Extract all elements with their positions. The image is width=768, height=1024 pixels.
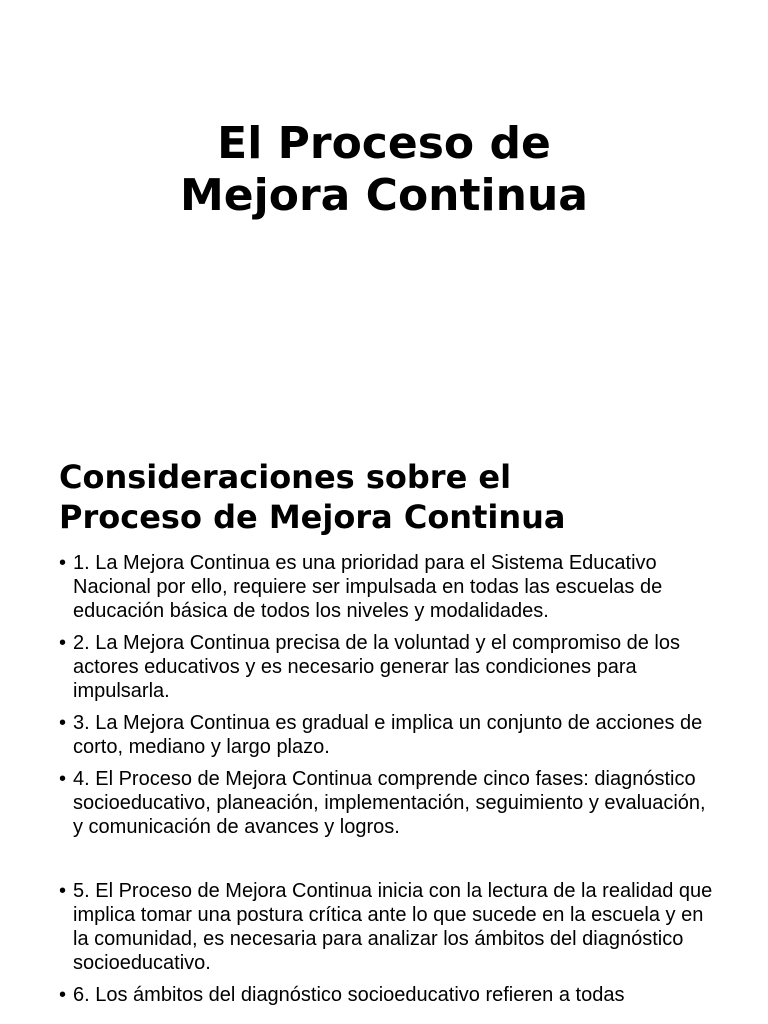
slide-title-line-1: El Proceso de [217,118,551,169]
bullet-icon: • [59,880,67,902]
slide-title [0,118,768,222]
list-item [59,631,719,703]
list-item [59,983,719,1007]
list-item-text: 2. La Mejora Continua precisa de la voluntad y el compromiso de los actores educativos y es necesario generar las condiciones para impulsarla. [73,632,680,702]
bullet-icon: • [59,632,67,654]
list-item-text: 4. El Proceso de Mejora Continua comprende cinco fases: diagnóstico socioeducativo, planeación, implementación, seguimiento y evaluación, y comunicación de avances y logros. [73,768,706,838]
list-item-text: 3. La Mejora Continua es gradual e implica un conjunto de acciones de corto, mediano y largo plazo. [73,712,703,758]
bullet-icon: • [59,552,67,574]
list-item-text: 1. La Mejora Continua es una prioridad para el Sistema Educativo Nacional por ello, requiere ser impulsada en todas las escuelas de educación básica de todos los niveles y modalidades. [73,552,663,622]
slide-title-line-2: Mejora Continua [180,170,588,221]
bullet-icon: • [59,712,67,734]
list-item [59,767,719,839]
list-item [59,711,719,759]
considerations-list [59,551,719,1015]
bullet-icon: • [59,984,67,1006]
bullet-icon: • [59,768,67,790]
section-heading [59,457,739,537]
section-heading-line-2: Proceso de Mejora Continua [59,498,566,536]
list-item [59,551,719,623]
section-heading-line-1: Consideraciones sobre el [59,458,512,496]
list-item-text: 6. Los ámbitos del diagnóstico socioeducativo refieren a todas [73,984,625,1006]
list-item [59,879,719,975]
list-item-text: 5. El Proceso de Mejora Continua inicia con la lectura de la realidad que implica tomar una postura crítica ante lo que sucede en la escuela y en la comunidad, es necesaria para analizar los ámbitos del diagnóstico socioeducativo. [73,880,713,974]
